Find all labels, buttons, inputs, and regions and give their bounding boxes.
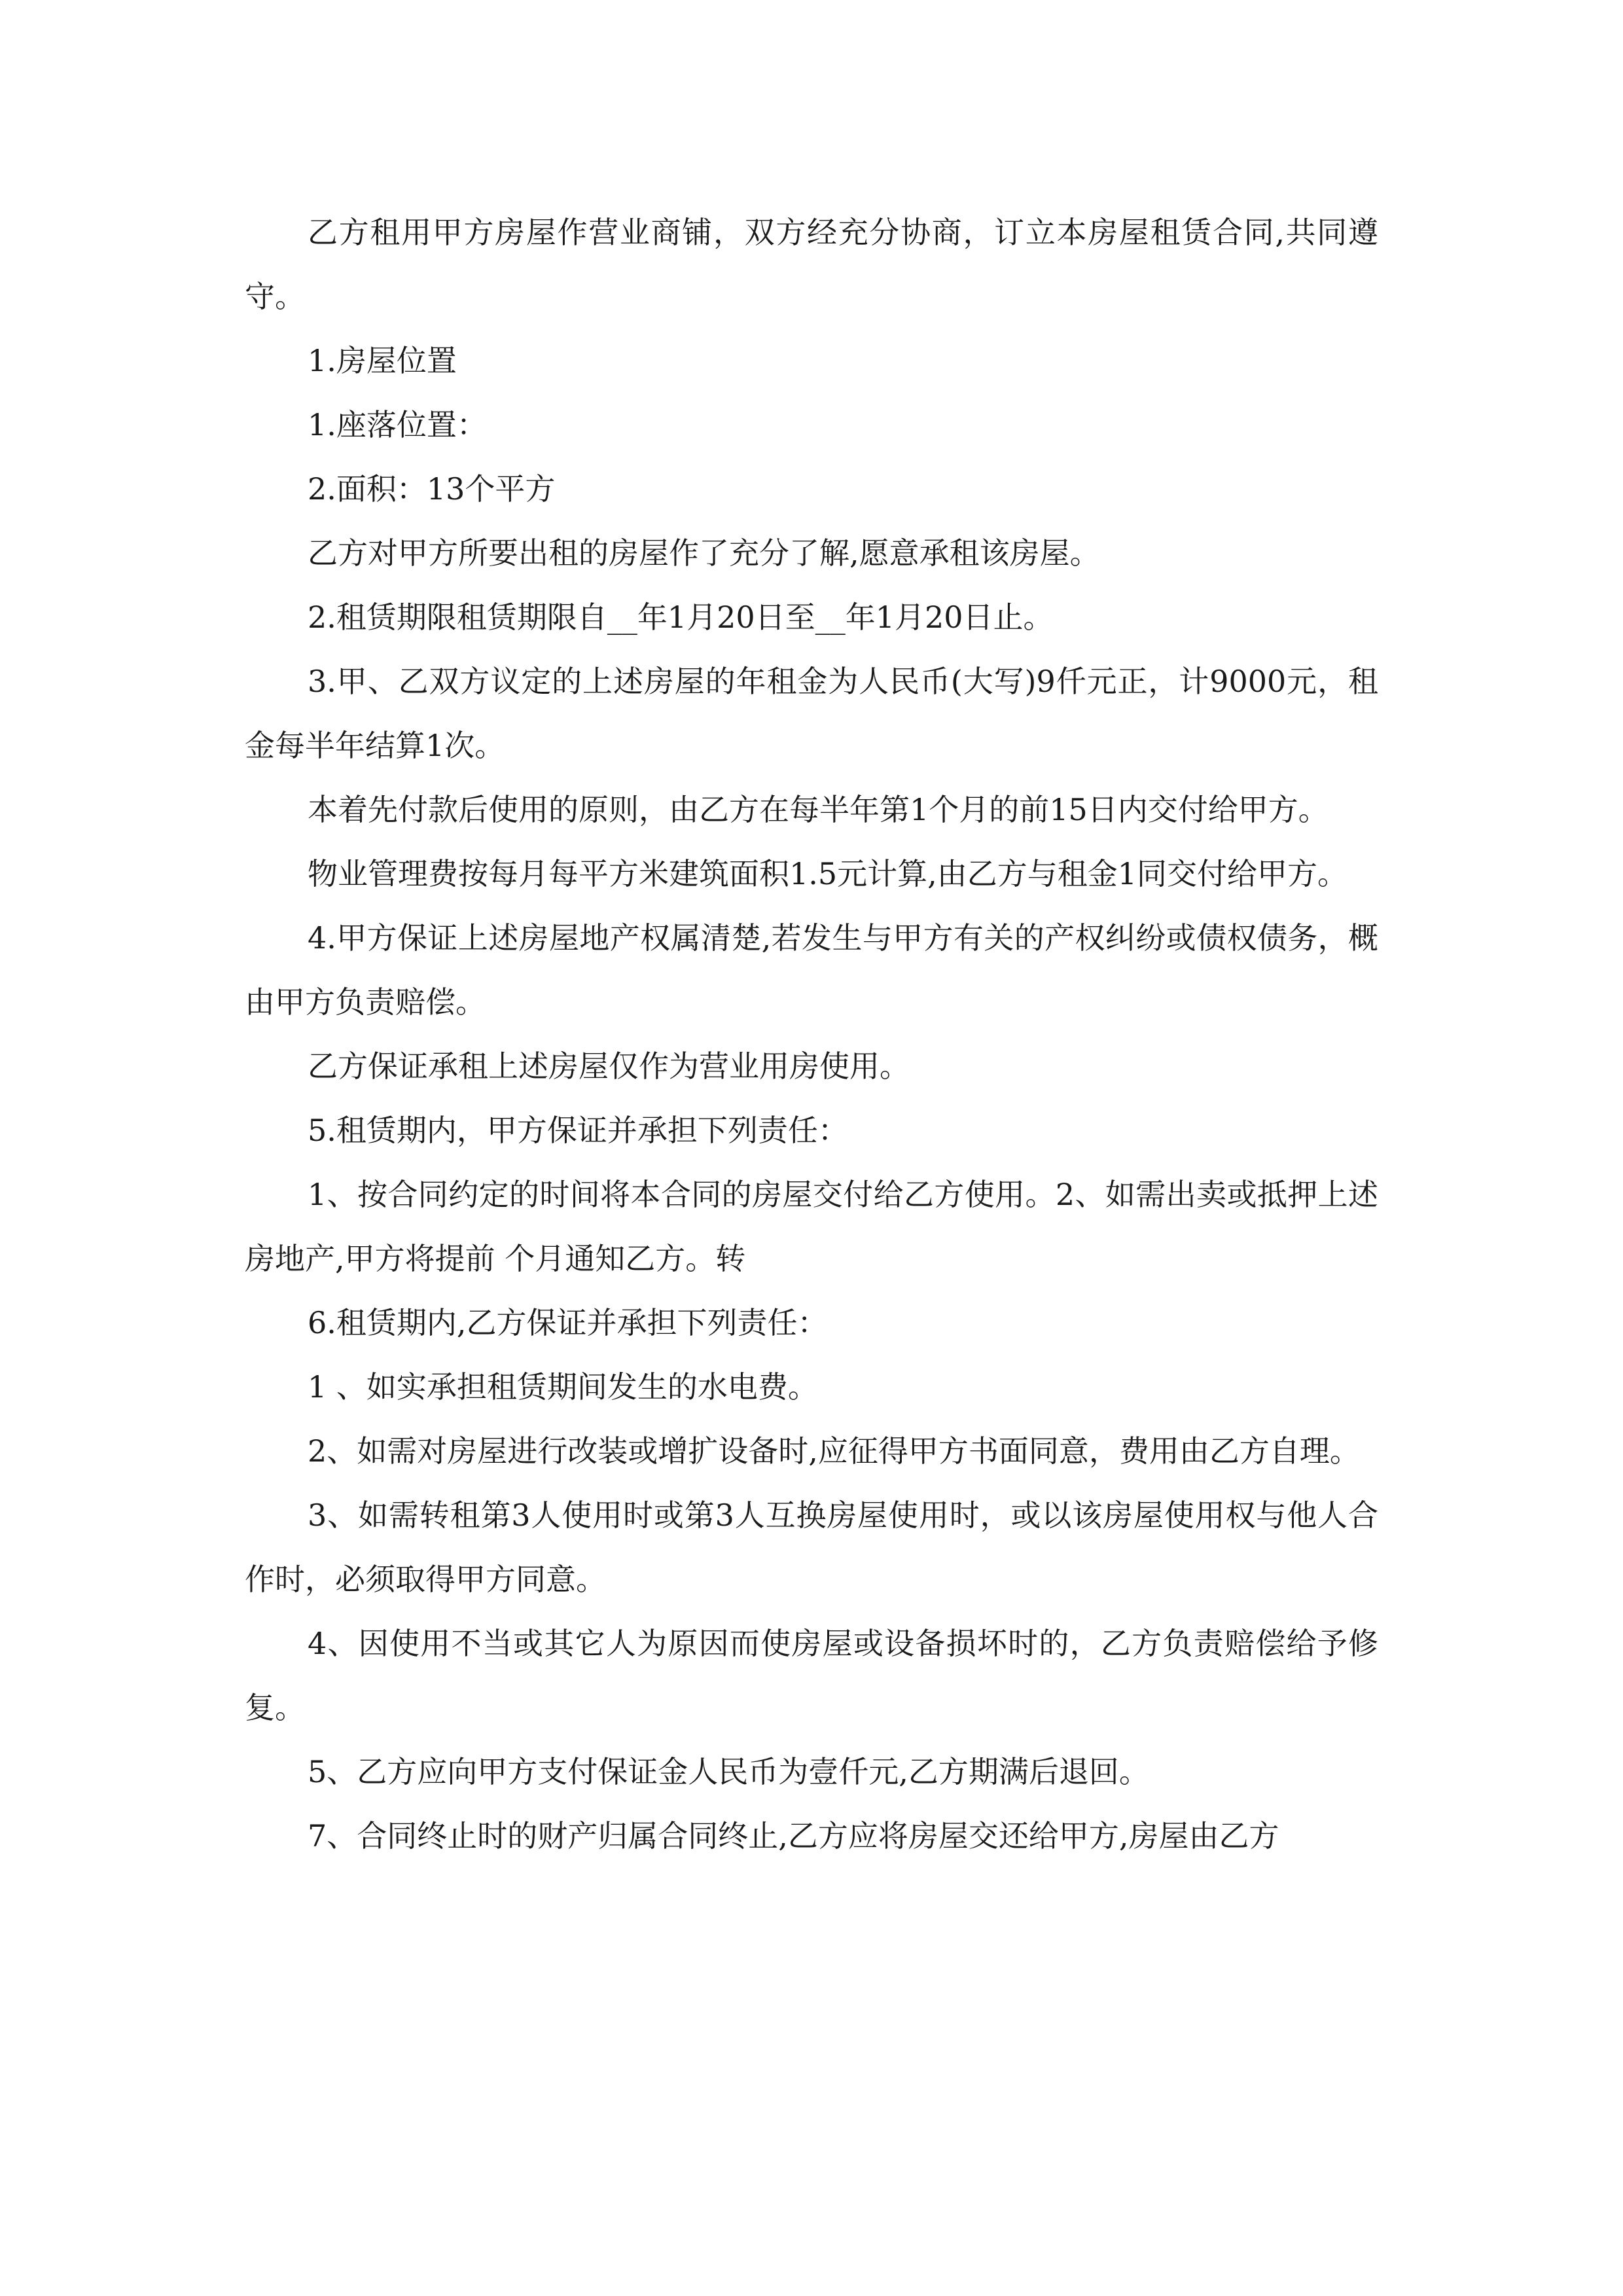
paragraph-house-location: 1.房屋位置	[308, 343, 457, 378]
paragraph-deposit: 5、乙方应向甲方支付保证金人民币为壹仟元,乙方期满后退回。	[308, 1754, 1149, 1789]
paragraph-damage: 4、因使用不当或其它人为原因而使房屋或设备损坏时的，乙方负责赔偿给予修复。	[245, 1626, 1378, 1725]
paragraph-party-b-duties-heading: 6.租赁期内,乙方保证并承担下列责任：	[308, 1305, 828, 1340]
paragraph-lease-term: 2.租赁期限租赁期限自__年1月20日至__年1月20日止。	[308, 600, 1054, 635]
paragraph-usage-guarantee: 乙方保证承租上述房屋仅作为营业用房使用。	[308, 1049, 910, 1084]
paragraph-site-location: 1.座落位置：	[308, 407, 487, 442]
paragraph-payment-principle: 本着先付款后使用的原则，由乙方在每半年第1个月的前15日内交付给甲方。	[308, 792, 1329, 827]
paragraph-intro: 乙方租用甲方房屋作营业商铺，双方经充分协商，订立本房屋租赁合同,共同遵守。	[245, 215, 1378, 314]
paragraph-area: 2.面积：13个平方	[308, 471, 556, 507]
paragraph-annual-rent: 3.甲、乙双方议定的上述房屋的年租金为人民币(大写)9仟元正，计9000元，租金每半年结算1次。	[245, 664, 1378, 763]
paragraph-renovation: 2、如需对房屋进行改装或增扩设备时,应征得甲方书面同意，费用由乙方自理。	[308, 1433, 1360, 1469]
document-body	[245, 200, 1378, 1868]
paragraph-title-guarantee: 4.甲方保证上述房屋地产权属清楚,若发生与甲方有关的产权纠纷或债权债务，概由甲方负责赔偿。	[245, 920, 1378, 1020]
paragraph-property-fee: 物业管理费按每月每平方米建筑面积1.5元计算,由乙方与租金1同交付给甲方。	[308, 856, 1348, 891]
paragraph-party-a-duties: 1、按合同约定的时间将本合同的房屋交付给乙方使用。2、如需出卖或抵押上述房地产,甲方将提前 个月通知乙方。转	[245, 1177, 1378, 1276]
paragraph-utilities: 1 、如实承担租赁期间发生的水电费。	[308, 1369, 818, 1405]
paragraph-sublease: 3、如需转租第3人使用时或第3人互换房屋使用时，或以该房屋使用权与他人合作时，必须取得甲方同意。	[245, 1498, 1378, 1597]
paragraph-party-a-duties-heading: 5.租赁期内，甲方保证并承担下列责任：	[308, 1113, 848, 1148]
paragraph-understanding: 乙方对甲方所要出租的房屋作了充分了解,愿意承租该房屋。	[308, 535, 1100, 571]
paragraph-termination: 7、合同终止时的财产归属合同终止,乙方应将房屋交还给甲方,房屋由乙方	[308, 1818, 1279, 1854]
